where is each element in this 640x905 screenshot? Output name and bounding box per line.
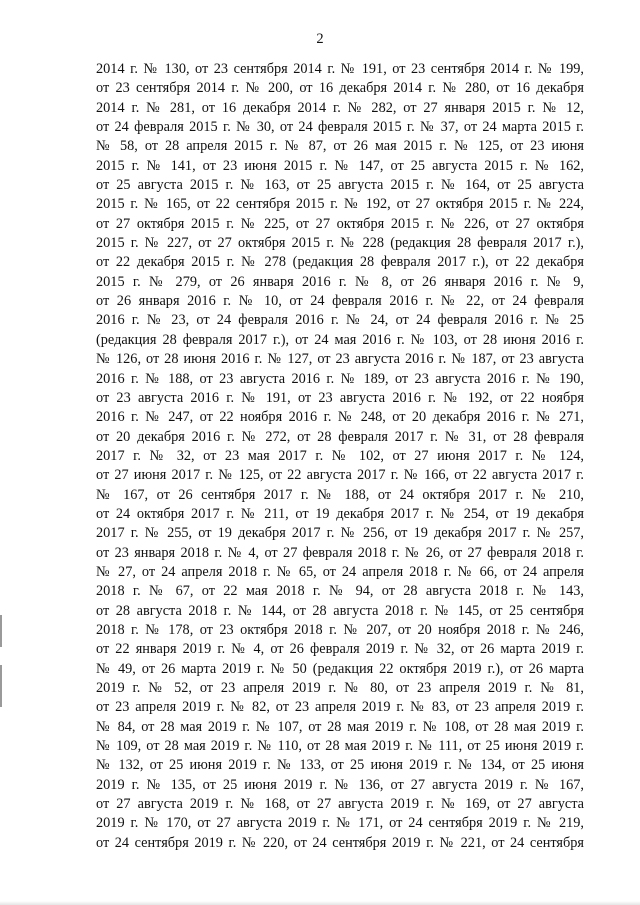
text-line: от 22 января 2019 г. № 4, от 26 февраля 2019 г. № 32, от 26 марта 2019 г. [96, 641, 584, 658]
text-line: от 25 августа 2015 г. № 163, от 25 августа 2015 г. № 164, от 25 августа [96, 177, 584, 194]
text-line: от 27 августа 2019 г. № 168, от 27 августа 2019 г. № 169, от 27 августа [96, 796, 584, 813]
text-line: 2017 г. № 32, от 23 мая 2017 г. № 102, от 27 июня 2017 г. № 124, [96, 447, 584, 464]
scan-edge-mark [0, 615, 2, 647]
text-line: 2015 г. № 165, от 22 сентября 2015 г. № 192, от 27 октября 2015 г. № 224, [96, 196, 584, 213]
text-line: № 27, от 24 апреля 2018 г. № 65, от 24 апреля 2018 г. № 66, от 24 апреля [96, 563, 584, 580]
text-line: 2015 г. № 279, от 26 января 2016 г. № 8, от 26 января 2016 г. № 9, [96, 273, 584, 290]
text-line: от 24 октября 2017 г. № 211, от 19 декабря 2017 г. № 254, от 19 декабря [96, 505, 584, 522]
text-line: 2019 г. № 52, от 23 апреля 2019 г. № 80, от 23 апреля 2019 г. № 81, [96, 680, 584, 696]
text-line: 2014 г. № 130, от 23 сентября 2014 г. № 191, от 23 сентября 2014 г. № 199, [96, 61, 584, 77]
text-line: (редакция 28 февраля 2017 г.), от 24 мая 2016 г. № 103, от 28 июня 2016 г. [96, 331, 584, 348]
text-line: от 22 декабря 2015 г. № 278 (редакция 28 февраля 2017 г.), от 22 декабря [96, 254, 584, 271]
text-line: 2019 г. № 135, от 25 июня 2019 г. № 136, от 27 августа 2019 г. № 167, [96, 776, 584, 793]
text-line: от 28 августа 2018 г. № 144, от 28 августа 2018 г. № 145, от 25 сентября [96, 602, 584, 619]
text-line: № 132, от 25 июня 2019 г. № 133, от 25 июня 2019 г. № 134, от 25 июня [96, 757, 584, 774]
text-line: 2019 г. № 170, от 27 августа 2019 г. № 171, от 24 сентября 2019 г. № 219, [96, 815, 584, 832]
text-line: 2018 г. № 67, от 22 мая 2018 г. № 94, от 28 августа 2018 г. № 143, [96, 583, 584, 600]
text-line: от 23 сентября 2014 г. № 200, от 16 декабря 2014 г. № 280, от 16 декабря [96, 80, 584, 97]
text-line: № 167, от 26 сентября 2017 г. № 188, от 24 октября 2017 г. № 210, [96, 486, 584, 503]
text-line: от 23 января 2018 г. № 4, от 27 февраля 2018 г. № 26, от 27 февраля 2018 г. [96, 544, 584, 561]
text-line: от 27 июня 2017 г. № 125, от 22 августа 2017 г. № 166, от 22 августа 2017 г. [96, 467, 584, 484]
text-line: 2015 г. № 141, от 23 июня 2015 г. № 147, от 25 августа 2015 г. № 162, [96, 157, 584, 174]
scan-bottom-edge [0, 901, 640, 905]
text-line: от 27 октября 2015 г. № 225, от 27 октября 2015 г. № 226, от 27 октября [96, 215, 584, 232]
page-number: 2 [316, 31, 324, 47]
text-line: от 24 февраля 2015 г. № 30, от 24 февраля 2015 г. № 37, от 24 марта 2015 г. [96, 119, 584, 136]
text-line: 2016 г. № 247, от 22 ноября 2016 г. № 248, от 20 декабря 2016 г. № 271, [96, 409, 584, 426]
text-line: № 126, от 28 июня 2016 г. № 127, от 23 августа 2016 г. № 187, от 23 августа [96, 351, 584, 368]
scan-edge-mark [0, 665, 2, 707]
text-line: 2015 г. № 227, от 27 октября 2015 г. № 228 (редакция 28 февраля 2017 г.), [96, 235, 584, 252]
text-line: № 84, от 28 мая 2019 г. № 107, от 28 мая 2019 г. № 108, от 28 мая 2019 г. [96, 718, 584, 735]
text-line: № 58, от 28 апреля 2015 г. № 87, от 26 мая 2015 г. № 125, от 23 июня [96, 138, 584, 155]
text-line: от 26 января 2016 г. № 10, от 24 февраля 2016 г. № 22, от 24 февраля [96, 293, 584, 310]
text-line: 2016 г. № 23, от 24 февраля 2016 г. № 24, от 24 февраля 2016 г. № 25 [96, 312, 584, 329]
text-line: 2017 г. № 255, от 19 декабря 2017 г. № 256, от 19 декабря 2017 г. № 257, [96, 525, 584, 542]
text-line: 2018 г. № 178, от 23 октября 2018 г. № 207, от 20 ноября 2018 г. № 246, [96, 621, 584, 638]
text-line: 2014 г. № 281, от 16 декабря 2014 г. № 282, от 27 января 2015 г. № 12, [96, 99, 584, 116]
text-line: № 49, от 26 марта 2019 г. № 50 (редакция 22 октября 2019 г.), от 26 марта [96, 660, 584, 677]
body-text [96, 60, 584, 853]
text-line: от 23 августа 2016 г. № 191, от 23 августа 2016 г. № 192, от 22 ноября [96, 389, 584, 406]
text-line: от 23 апреля 2019 г. № 82, от 23 апреля 2019 г. № 83, от 23 апреля 2019 г. [96, 699, 584, 716]
text-line: № 109, от 28 мая 2019 г. № 110, от 28 мая 2019 г. № 111, от 25 июня 2019 г. [96, 738, 584, 755]
text-line: от 20 декабря 2016 г. № 272, от 28 февраля 2017 г. № 31, от 28 февраля [96, 428, 584, 445]
text-line: 2016 г. № 188, от 23 августа 2016 г. № 189, от 23 августа 2016 г. № 190, [96, 370, 584, 387]
text-line: от 24 сентября 2019 г. № 220, от 24 сентября 2019 г. № 221, от 24 сентября [96, 834, 584, 851]
